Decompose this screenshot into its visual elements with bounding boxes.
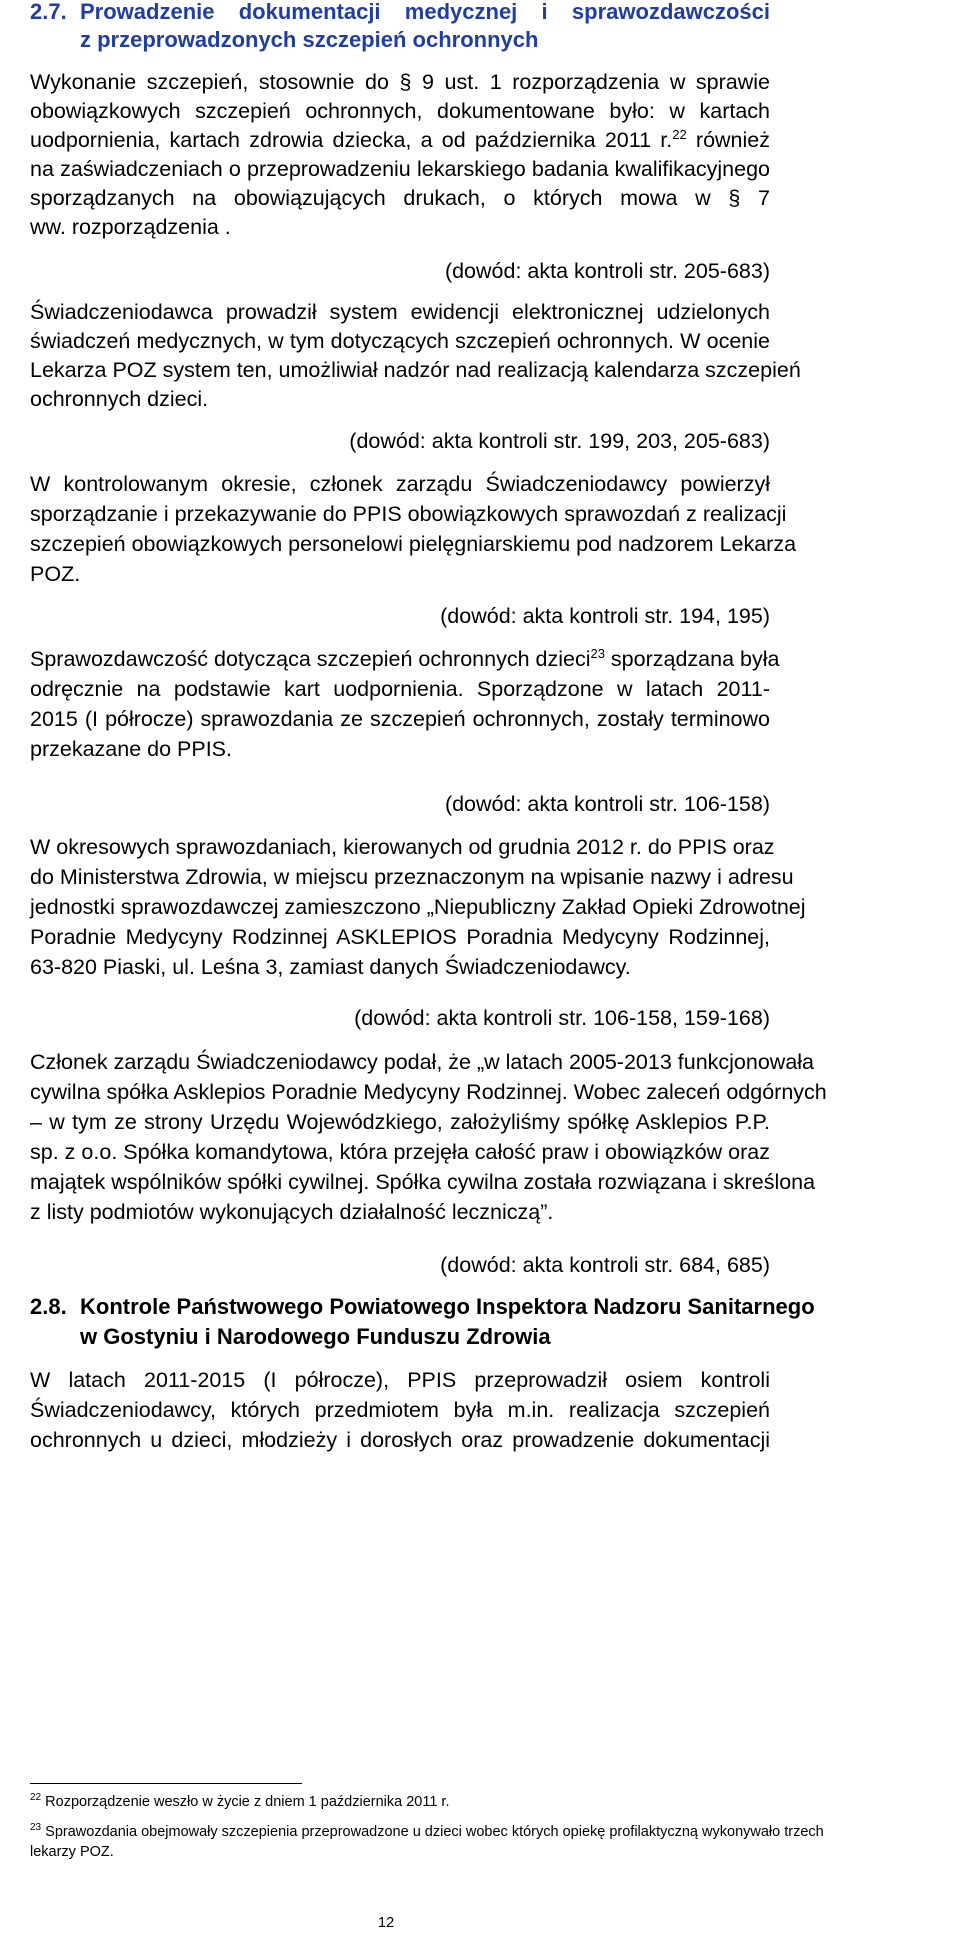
footnote-separator: [30, 1783, 302, 1784]
paragraph-line: cywilna spółka Asklepios Poradnie Medycyny Rodzinnej. Wobec zaleceń odgórnych: [30, 1080, 827, 1104]
footnote-23-continued: lekarzy POZ.: [30, 1844, 114, 1860]
footnote-number: 23: [30, 1822, 42, 1834]
paragraph-line: 63-820 Piaski, ul. Leśna 3, zamiast danych Świadczeniodawcy.: [30, 955, 631, 979]
paragraph-line: szczepień obowiązkowych personelowi pielęgniarskiemu pod nadzorem Lekarza: [30, 532, 797, 556]
paragraph-line: Świadczeniodawcy, których przedmiotem była m.in. realizacja szczepień: [30, 1398, 770, 1422]
footnote-ref: 22: [672, 126, 687, 142]
paragraph-line: do Ministerstwa Zdrowia, w miejscu przeznaczonym na wpisanie nazwy i adresu: [30, 865, 794, 889]
paragraph-line: obowiązkowych szczepień ochronnych, dokumentowane było: w kartach: [30, 99, 770, 123]
paragraph-line: odręcznie na podstawie kart uodpornienia. Sporządzone w latach 2011-: [30, 677, 770, 701]
paragraph-line: sp. z o.o. Spółka komandytowa, która przejęła całość praw i obowiązków oraz: [30, 1140, 770, 1164]
paragraph-line: Świadczeniodawca prowadził system ewidencji elektronicznej udzielonych: [30, 300, 770, 324]
evidence-reference: (dowód: akta kontroli str. 205-683): [444, 259, 770, 283]
evidence-reference: (dowód: akta kontroli str. 106-158): [444, 792, 770, 816]
paragraph-line: uodpornienia, kartach zdrowia dziecka, a od października 2011 r.$^{22}$ również: [30, 126, 771, 152]
footnote-23: $^{23}$ Sprawozdania obejmowały szczepienia przeprowadzone u dzieci wobec których opiekę profilaktyczną wykonywało trzech: [30, 1822, 824, 1840]
paragraph-line: sporządzanych na obowiązujących drukach, o których mowa w § 7: [30, 186, 771, 210]
paragraph-line: przekazane do PPIS.: [30, 737, 232, 761]
section-title-line1: Prowadzenie dokumentacji medycznej i sprawozdawczości: [80, 0, 770, 24]
footnote-ref: 23: [590, 645, 605, 661]
evidence-reference: (dowód: akta kontroli str. 684, 685): [440, 1253, 770, 1277]
paragraph-line: ww. rozporządzenia .: [30, 215, 231, 239]
paragraph-line: Członek zarządu Świadczeniodawcy podał, że „w latach 2005-2013 funkcjonowała: [30, 1050, 815, 1074]
paragraph-line: ochronnych u dzieci, młodzieży i dorosłych oraz prowadzenie dokumentacji: [30, 1428, 770, 1452]
paragraph-line: POZ.: [30, 562, 81, 586]
section-title-line2: w Gostyniu i Narodowego Funduszu Zdrowia: [80, 1324, 551, 1349]
paragraph-line: świadczeń medycznych, w tym dotyczących szczepień ochronnych. W ocenie: [30, 329, 770, 353]
paragraph-line: ochronnych dzieci.: [30, 387, 209, 411]
paragraph-line: 2015 (I półrocze) sprawozdania ze szczepień ochronnych, zostały terminowo: [30, 707, 770, 731]
paragraph-line: majątek wspólników spółki cywilnej. Spółka cywilna została rozwiązana i skreślona: [30, 1170, 816, 1194]
paragraph-line: – w tym ze strony Urzędu Wojewódzkiego, założyliśmy spółkę Asklepios P.P.: [30, 1110, 770, 1134]
evidence-reference: (dowód: akta kontroli str. 199, 203, 205-683): [349, 429, 770, 453]
section-sign: §: [399, 70, 412, 94]
paragraph-line: Poradnie Medycyny Rodzinnej ASKLEPIOS Poradnia Medycyny Rodzinnej,: [30, 925, 770, 949]
paragraph-line: W okresowych sprawozdaniach, kierowanych od grudnia 2012 r. do PPIS oraz: [30, 835, 775, 859]
section-number: 2.7.: [30, 0, 67, 24]
evidence-reference: (dowód: akta kontroli str. 194, 195): [440, 604, 770, 628]
section-number: 2.8.: [30, 1294, 67, 1319]
paragraph-line: sporządzanie i przekazywanie do PPIS obowiązkowych sprawozdań z realizacji: [30, 502, 787, 526]
footnote-22: $^{22}$ Rozporządzenie weszło w życie z dniem 1 października 2011 r.: [30, 1792, 450, 1810]
paragraph-line: z listy podmiotów wykonujących działalność leczniczą”.: [30, 1200, 554, 1224]
paragraph-line: W kontrolowanym okresie, członek zarządu Świadczeniodawcy powierzył: [30, 472, 770, 496]
paragraph-line: Wykonanie szczepień, stosownie do § 9 ust. 1 rozporządzenia w sprawie: [30, 70, 770, 94]
paragraph-line: W latach 2011-2015 (I półrocze), PPIS przeprowadził osiem kontroli: [30, 1368, 770, 1392]
section-title-line1: Kontrole Państwowego Powiatowego Inspektora Nadzoru Sanitarnego: [80, 1294, 815, 1319]
section-title-line2: z przeprowadzonych szczepień ochronnych: [80, 27, 539, 52]
paragraph-line: Lekarza POZ system ten, umożliwiał nadzór nad realizacją kalendarza szczepień: [30, 358, 801, 382]
paragraph-line: na zaświadczeniach o przeprowadzeniu lekarskiego badania kwalifikacyjnego: [30, 157, 770, 181]
evidence-reference: (dowód: akta kontroli str. 106-158, 159-168): [354, 1006, 770, 1030]
section-sign: §: [728, 186, 741, 210]
footnote-number: 22: [30, 1792, 42, 1804]
page-number: 12: [378, 1915, 395, 1931]
paragraph-line: Sprawozdawczość dotycząca szczepień ochronnych dzieci$^{23}$ sporządzana była: [30, 645, 780, 671]
paragraph-line: jednostki sprawozdawczej zamieszczono „Niepubliczny Zakład Opieki Zdrowotnej: [30, 895, 806, 919]
